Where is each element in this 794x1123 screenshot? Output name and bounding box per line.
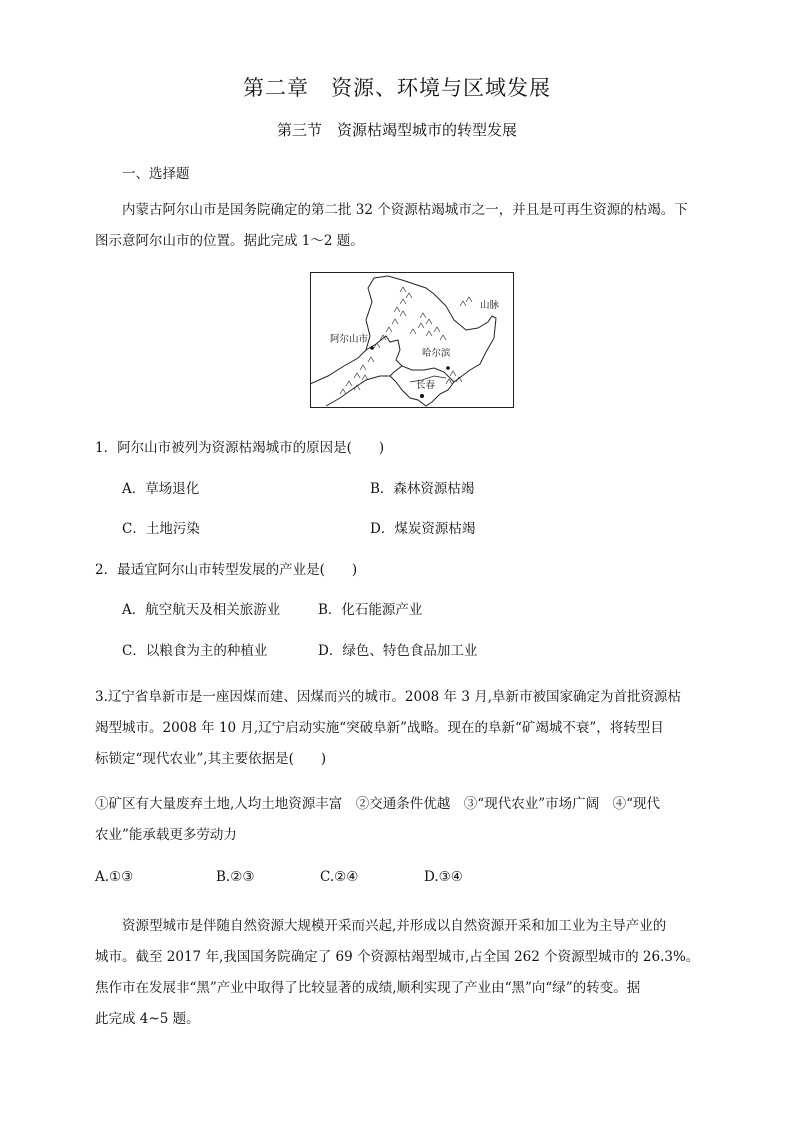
q2-option-c: C．以粮食为主的种植业 [122,643,268,659]
q3-stem-line-1: 3.辽宁省阜新市是一座因煤而建、因煤而兴的城市。2008 年 3 月,阜新市被国家确定为首批资源枯 [95,689,681,705]
q3-option-a: A.①③ [95,869,134,885]
passage2-line-1: 资源型城市是伴随自然资源大规模开采而兴起,并形成以自然资源开采和加工业为主导产业的 [122,918,667,934]
passage2-line-4: 此完成 4~5 题。 [95,1011,200,1027]
q1-option-b: B．森林资源枯竭 [370,481,475,497]
q2-option-a: A．航空航天及相关旅游业 [122,602,281,618]
intro-line-1: 内蒙古阿尔山市是国务院确定的第二批 32 个资源枯竭城市之一，并且是可再生资源的枯竭。下 [122,202,688,218]
question-type-heading: 一、选择题 [122,166,190,182]
q3-stem-line-2: 竭型城市。2008 年 10 月,辽宁启动实施“突破阜新”战略。现在的阜新“矿竭城不衰”，将转型目 [95,720,664,736]
chapter-title: 第二章 资源、环境与区域发展 [243,76,551,100]
q1-option-d: D．煤炭资源枯竭 [370,521,476,537]
map-label-changchun: 长春 [416,380,436,391]
map-label-harbin: 哈尔滨 [422,348,451,359]
map-label-arshan: 阿尔山市 [330,334,369,345]
intro-line-2: 图示意阿尔山市的位置。据此完成 1～2 题。 [95,233,364,249]
map-label-mountain: 山脉 [480,300,500,311]
q2-option-d: D．绿色、特色食品加工业 [318,643,478,659]
q1-option-a: A．草场退化 [122,481,200,497]
q2-option-b: B．化石能源产业 [318,602,423,618]
q3-statements-line-2: 农业”能承载更多劳动力 [95,827,237,843]
section-title: 第三节 资源枯竭型城市的转型发展 [276,121,517,139]
q3-stem-line-3: 标锁定“现代农业”,其主要依据是( ) [95,751,327,767]
passage2-line-2: 城市。截至 2017 年,我国国务院确定了 69 个资源枯竭型城市,占全国 262 个资源型城市的 26.3%。 [95,949,700,965]
q3-option-d: D.③④ [424,869,463,885]
q2-stem: 2．最适宜阿尔山市转型发展的产业是( ) [95,562,358,578]
q1-option-c: C．土地污染 [122,521,200,537]
passage2-line-3: 焦作市在发展非“黑”产业中取得了比较显著的成绩,顺利实现了产业由“黑”向“绿”的转变。据 [95,980,641,996]
q3-option-c: C.②④ [320,869,359,885]
q3-option-b: B.②③ [216,869,255,885]
location-map [310,272,514,408]
q1-stem: 1．阿尔山市被列为资源枯竭城市的原因是( ) [95,440,385,456]
q3-statements-line-1: ①矿区有大量废弃土地,人均土地资源丰富 ②交通条件优越 ③“现代农业”市场广阔 ④“现代 [95,796,660,812]
